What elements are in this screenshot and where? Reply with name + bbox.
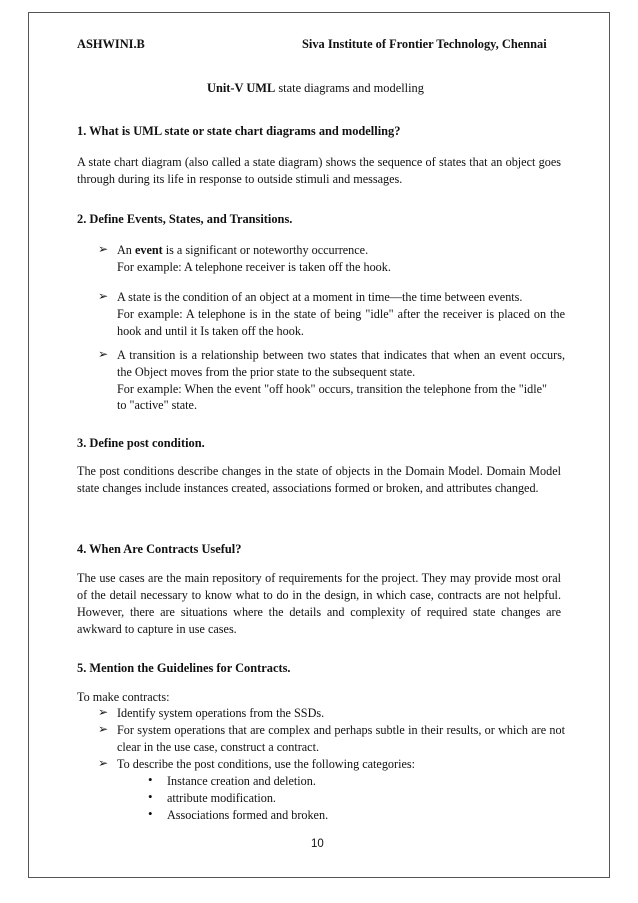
q2-bullet-state <box>117 289 565 339</box>
q5-sub-item: Instance creation and deletion. <box>167 774 316 788</box>
q5-item: Identify system operations from the SSDs. <box>117 706 325 720</box>
header-institute: Siva Institute of Frontier Technology, Chennai <box>302 37 547 51</box>
arrow-bullet-icon: ➢ <box>98 289 109 303</box>
q2-bullet-transition <box>117 347 565 414</box>
q2-b1-example: For example: A telephone receiver is taken off the hook. <box>117 259 391 274</box>
q2-b2-text: A state is the condition of an object at a moment in time—the time between events. <box>117 290 523 304</box>
q2-b2-example: For example: A telephone is in the state of being "idle" after the receiver is placed on the hook and until it Is taken off the hook. <box>117 306 565 338</box>
unit-title <box>207 81 424 96</box>
arrow-bullet-icon: ➢ <box>98 242 109 256</box>
q2-b1-pre: An <box>117 243 135 257</box>
q2-b3-example: For example: When the event "off hook" occurs, transition the telephone from the "idle" to "active" state. <box>117 381 547 413</box>
q2-b3-text: A transition is a relationship between two states that indicates that when an event occurs, the Object moves from the prior state to the subsequent state. <box>117 348 565 379</box>
unit-title-normal: state diagrams and modelling <box>275 81 424 95</box>
q5-sub-item: Associations formed and broken. <box>167 808 329 822</box>
q5-item: For system operations that are complex and perhaps subtle in their results, or which are not clear in the use case, construct a contract. <box>117 723 565 754</box>
arrow-bullet-icon: ➢ <box>98 347 109 361</box>
q2-b1-post: is a significant or noteworthy occurrence. <box>162 243 369 257</box>
q3-answer: The post conditions describe changes in the state of objects in the Domain Model. Domain Model state changes include instances created, associations formed or broken, and attributes changed. <box>77 464 561 495</box>
q5-sub-item: attribute modification. <box>167 791 276 805</box>
q1-answer: A state chart diagram (also called a state diagram) shows the sequence of states that an object goes through during its life in response to outside stimuli and messages. <box>77 155 561 186</box>
q5-item: To describe the post conditions, use the following categories: <box>117 757 416 771</box>
header-author: ASHWINI.B <box>77 37 145 51</box>
bullet-dot-icon: • <box>148 806 153 821</box>
q5-heading: 5. Mention the Guidelines for Contracts. <box>77 661 291 675</box>
arrow-bullet-icon: ➢ <box>98 705 109 719</box>
q2-b1-bold: event <box>134 243 163 257</box>
q3-heading: 3. Define post condition. <box>77 436 205 450</box>
q5-intro: To make contracts: <box>77 690 170 704</box>
bullet-dot-icon: • <box>148 772 153 787</box>
q2-bullet-event <box>117 242 565 276</box>
arrow-bullet-icon: ➢ <box>98 756 109 770</box>
q4-answer: The use cases are the main repository of requirements for the project. They may provide most oral of the detail necessary to know what to do in the design, in which case, contracts are not helpful. However, there are situations where the details and complexity of required state changes are awkward to capture in use cases. <box>77 571 561 636</box>
q4-heading: 4. When Are Contracts Useful? <box>77 542 242 556</box>
bullet-dot-icon: • <box>148 789 153 804</box>
unit-title-bold: Unit-V UML <box>207 81 276 95</box>
page-number: 10 <box>311 838 324 850</box>
q2-heading: 2. Define Events, States, and Transitions. <box>77 212 293 226</box>
arrow-bullet-icon: ➢ <box>98 722 109 736</box>
q1-heading: 1. What is UML state or state chart diagrams and modelling? <box>77 124 401 138</box>
